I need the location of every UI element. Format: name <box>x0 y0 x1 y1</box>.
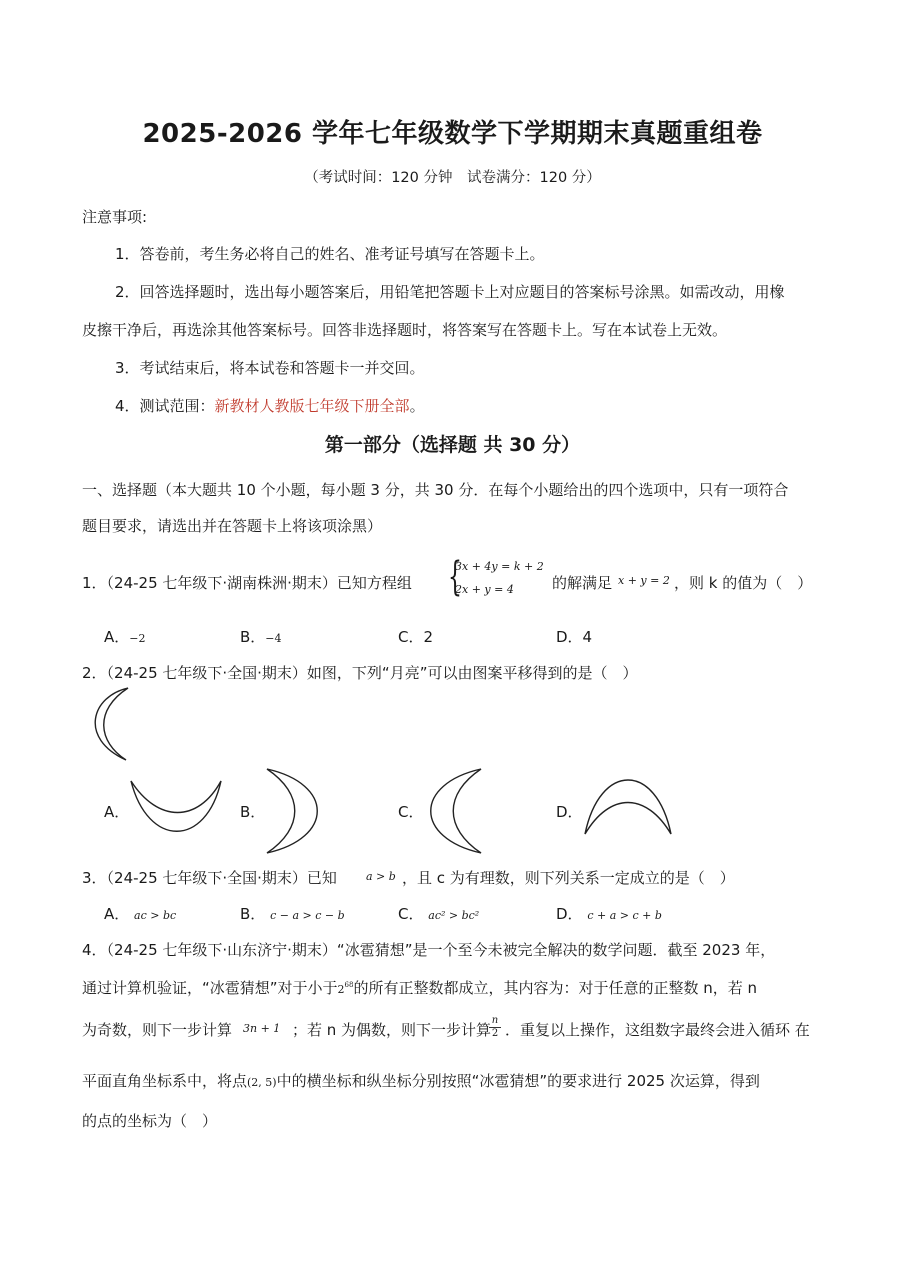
section-title: 第一部分（选择题 共 30 分） <box>324 434 581 456</box>
left-brace-icon: { <box>448 554 462 600</box>
q1-option-a-label: A． <box>104 628 130 646</box>
q4-line-2-a: 通过计算机验证，“冰雹猜想”对于小于 <box>82 979 338 997</box>
q2-original-moon-figure <box>80 686 132 762</box>
q2-option-b-moon-figure[interactable] <box>264 766 326 856</box>
q1-condition: x + y = 2 <box>618 574 670 587</box>
notice-item-3: 3．考试结束后，将本试卷和答题卡一并交回。 <box>115 359 425 377</box>
q4-line-3-b: ；若 n 为偶数，则下一步计算 <box>292 1021 492 1039</box>
notice-item-4-suffix: 。 <box>409 397 425 415</box>
section-instruction-line-2: 题目要求，请选出并在答题卡上将该项涂黑） <box>82 517 383 535</box>
q4-line-3-a: 为奇数，则下一步计算 <box>82 1021 233 1039</box>
q1-stem-suffix: ，则 k 的值为（ ） <box>674 574 813 592</box>
q1-stem-mid: 的解满足 <box>552 574 613 592</box>
q4-line-2 <box>82 977 757 998</box>
q3-stem-suffix: ，且 c 为有理数，则下列关系一定成立的是（ ） <box>402 869 735 887</box>
notice-heading: 注意事项: <box>82 208 148 226</box>
q4-fraction-numerator: n <box>489 1015 501 1028</box>
q3-option-b-expr: c − a > c − b <box>270 909 345 922</box>
q2-option-d-moon-figure[interactable] <box>582 774 674 838</box>
q4-even-fraction <box>489 1015 501 1040</box>
q2-option-b-label[interactable]: B． <box>240 803 266 821</box>
q1-option-d[interactable]: D．4 <box>556 628 593 646</box>
notice-item-2-line-1: 2．回答选择题时，选出每小题答案后，用铅笔把答题卡上对应题目的答案标号涂黑。如需改动，用橡 <box>115 283 785 301</box>
q2-option-c-label[interactable]: C． <box>398 803 424 821</box>
q3-option-b-label: B． <box>240 905 266 923</box>
q1-option-a-value: −2 <box>129 632 146 645</box>
q2-stem: 2．（24-25 七年级下·全国·期末）如图，下列“月亮”可以由图案平移得到的是（ ） <box>82 664 638 682</box>
q3-option-d-expr: c + a > c + b <box>587 909 662 922</box>
q4-power-exponent: 68 <box>344 981 354 989</box>
q4-line-4 <box>82 1070 760 1091</box>
q4-line-4-b: 中的横坐标和纵坐标分别按照“冰雹猜想”的要求进行 2025 次运算，得到 <box>276 1072 760 1090</box>
q2-option-c-moon-figure[interactable] <box>422 766 484 856</box>
q4-fraction-denominator: 2 <box>491 1028 499 1039</box>
q3-stem-prefix: 3．（24-25 七年级下·全国·期末）已知 <box>82 869 337 887</box>
q3-option-c-expr: ac² > bc² <box>428 909 480 922</box>
q4-odd-expression: 3n + 1 <box>243 1022 281 1035</box>
q3-option-b[interactable] <box>240 903 345 924</box>
q1-option-c[interactable]: C．2 <box>398 628 434 646</box>
notice-item-4-prefix: 4．测试范围： <box>115 397 215 415</box>
q3-option-a-label: A． <box>104 905 130 923</box>
q4-power-base: 2 <box>337 983 345 996</box>
q3-option-a[interactable] <box>104 903 176 924</box>
notice-item-1: 1．答卷前，考生务必将自己的姓名、准考证号填写在答题卡上。 <box>115 245 545 263</box>
q3-option-a-expr: ac > bc <box>134 909 177 922</box>
q4-line-4-a: 平面直角坐标系中，将点 <box>82 1072 248 1090</box>
q2-option-a-label[interactable]: A． <box>104 803 130 821</box>
q1-stem-prefix: 1．（24-25 七年级下·湖南株洲·期末）已知方程组 <box>82 574 412 592</box>
q3-option-d-label: D． <box>556 905 583 923</box>
section-instruction-line-1: 一、选择题（本大题共 10 个小题，每小题 3 分，共 30 分．在每个小题给出的四个选项中，只有一项符合 <box>82 481 789 499</box>
q1-option-b-value: −4 <box>265 632 282 645</box>
test-scope-highlight: 新教材人教版七年级下册全部 <box>214 397 410 415</box>
exam-info: （考试时间：120 分钟 试卷满分：120 分） <box>304 170 601 186</box>
q2-option-a-moon-figure[interactable] <box>128 778 224 842</box>
q2-option-d-label[interactable]: D． <box>556 803 583 821</box>
q1-equation-system <box>448 554 552 603</box>
q1-equation-2: 2x + y = 4 <box>455 583 514 596</box>
q1-option-a[interactable] <box>104 626 145 647</box>
q1-option-b[interactable] <box>240 626 282 647</box>
q1-option-b-label: B． <box>240 628 266 646</box>
q4-line-5: 的点的坐标为（ ） <box>82 1112 218 1130</box>
q4-line-3-c: ．重复以上操作，这组数字最终会进入循环 在 <box>505 1021 810 1039</box>
q4-line-1: 4．（24-25 七年级下·山东济宁·期末）“冰雹猜想”是一个至今未被完全解决的数学问题．截至 2023 年， <box>82 941 776 959</box>
notice-item-2-line-2: 皮擦干净后，再选涂其他答案标号。回答非选择题时，将答案写在答题卡上。写在本试卷上无效。 <box>82 321 728 339</box>
q3-option-c[interactable] <box>398 903 479 924</box>
page-title: 2025-2026 学年七年级数学下学期期末真题重组卷 <box>142 119 763 149</box>
q3-condition: a > b <box>366 870 396 883</box>
q3-option-d[interactable] <box>556 903 662 924</box>
q4-line-2-b: 的所有正整数都成立，其内容为：对于任意的正整数 n，若 n <box>353 979 758 997</box>
q1-equation-1: 3x + 4y = k + 2 <box>455 560 544 573</box>
notice-item-4 <box>115 395 425 416</box>
q4-point: (2, 5) <box>247 1076 277 1089</box>
q3-option-c-label: C． <box>398 905 424 923</box>
